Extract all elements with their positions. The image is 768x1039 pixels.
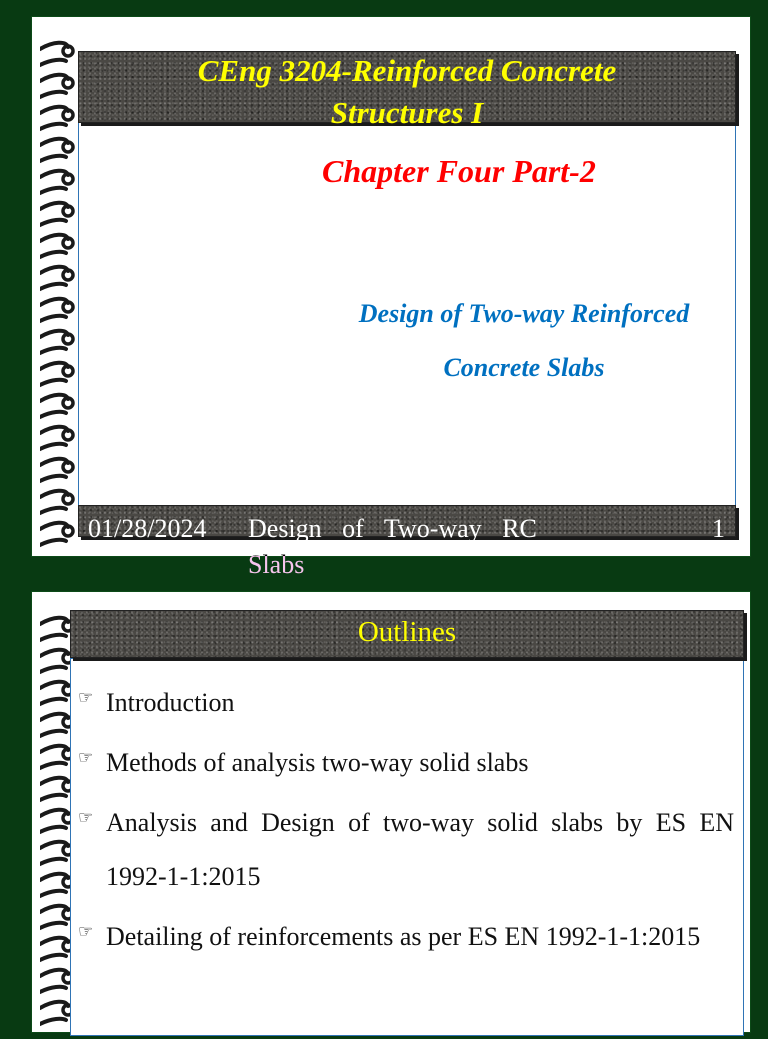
pointing-hand-icon: ☞ (78, 748, 94, 767)
chapter-title: Chapter Four Part-2 (322, 153, 596, 189)
subtitle-line-2: Concrete Slabs (443, 353, 605, 382)
pointing-hand-icon: ☞ (78, 808, 94, 827)
outlines-bar (70, 610, 744, 658)
list-item: ☞ Methods of analysis two-way solid slabs (78, 736, 734, 790)
footer-topic: Design of Two-way RC (248, 514, 537, 543)
footer-date: 01/28/2024 (88, 514, 207, 543)
slide-2 (32, 592, 750, 1032)
page-number: 1 (712, 514, 725, 543)
outline-list (78, 676, 734, 964)
pointing-hand-icon: ☞ (78, 922, 94, 941)
list-item: ☞ Introduction (78, 676, 734, 730)
title-bar (78, 51, 736, 130)
course-title: CEng 3204-Reinforced Concrete Structures I (197, 53, 617, 130)
slide-1-body (78, 87, 736, 507)
footer-topic-cont: Slabs (248, 550, 305, 579)
list-item: ☞ Detailing of reinforcements as per ES EN 1992-1-1:2015 (78, 910, 734, 964)
outlines-title: Outlines (357, 616, 457, 648)
slide-1 (32, 17, 750, 579)
subtitle-line-1: Design of Two-way Reinforced (358, 299, 690, 328)
list-item: ☞ Analysis and Design of two-way solid slabs by ES EN 1992-1-1:2015 (78, 796, 734, 904)
pointing-hand-icon: ☞ (78, 688, 94, 707)
